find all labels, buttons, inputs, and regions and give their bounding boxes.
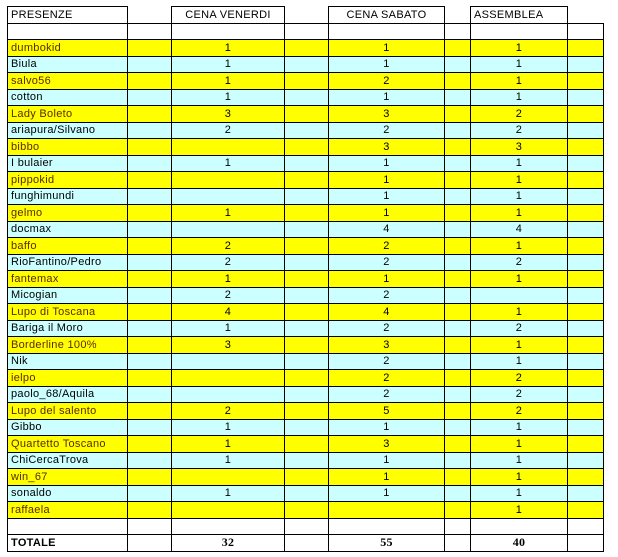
totals-label: TOTALE	[8, 535, 128, 552]
assemblea-cell: 1	[471, 469, 568, 486]
assemblea-cell: 1	[471, 40, 568, 57]
table-row	[8, 469, 604, 486]
row-name: Nik	[8, 353, 128, 370]
assemblea-cell: 1	[471, 436, 568, 453]
row-name: Bariga il Moro	[8, 320, 128, 337]
cena-sabato-cell: 3	[329, 337, 445, 354]
cena-venerdi-cell: 3	[172, 337, 285, 354]
cena-sabato-cell: 4	[329, 304, 445, 321]
row-name: raffaela	[8, 502, 128, 519]
header-assemblea: ASSEMBLEA	[471, 7, 568, 24]
cena-sabato-cell: 1	[329, 452, 445, 469]
row-name: cotton	[8, 89, 128, 106]
cena-venerdi-cell: 2	[172, 287, 285, 304]
cena-sabato-cell: 2	[329, 353, 445, 370]
row-name: ielpo	[8, 370, 128, 387]
assemblea-cell: 1	[471, 419, 568, 436]
table-row	[8, 386, 604, 403]
total-cena-venerdi: 32	[172, 535, 285, 552]
cena-venerdi-cell	[172, 386, 285, 403]
table-row	[8, 271, 604, 288]
row-name: bibbo	[8, 139, 128, 156]
row-name: win_67	[8, 469, 128, 486]
cena-venerdi-cell	[172, 188, 285, 205]
table-row	[8, 304, 604, 321]
table-row	[8, 106, 604, 123]
row-name: sonaldo	[8, 485, 128, 502]
table-row	[8, 452, 604, 469]
cena-sabato-cell: 2	[329, 287, 445, 304]
cena-sabato-cell: 1	[329, 40, 445, 57]
assemblea-cell: 2	[471, 320, 568, 337]
table-row	[8, 40, 604, 57]
spacer-row	[8, 518, 604, 535]
cena-venerdi-cell	[172, 172, 285, 189]
table-row	[8, 56, 604, 73]
table-row	[8, 172, 604, 189]
assemblea-cell: 2	[471, 254, 568, 271]
assemblea-cell: 2	[471, 403, 568, 420]
totals-row	[8, 535, 604, 552]
assemblea-cell: 1	[471, 304, 568, 321]
table-row	[8, 139, 604, 156]
table-row	[8, 188, 604, 205]
attendance-table	[7, 6, 604, 552]
assemblea-cell: 1	[471, 73, 568, 90]
assemblea-cell: 1	[471, 155, 568, 172]
cena-venerdi-cell	[172, 221, 285, 238]
assemblea-cell: 1	[471, 353, 568, 370]
table-body	[8, 7, 604, 552]
row-name: Gibbo	[8, 419, 128, 436]
cena-sabato-cell: 1	[329, 155, 445, 172]
total-assemblea: 40	[471, 535, 568, 552]
row-name: Lady Boleto	[8, 106, 128, 123]
assemblea-cell: 1	[471, 89, 568, 106]
table-row	[8, 419, 604, 436]
row-name: gelmo	[8, 205, 128, 222]
table-row	[8, 254, 604, 271]
cena-venerdi-cell: 2	[172, 254, 285, 271]
table-row	[8, 485, 604, 502]
header-cena-venerdi: CENA VENERDI	[172, 7, 285, 24]
assemblea-cell: 1	[471, 188, 568, 205]
cena-sabato-cell: 1	[329, 271, 445, 288]
cena-venerdi-cell	[172, 502, 285, 519]
assemblea-cell: 2	[471, 370, 568, 387]
cena-venerdi-cell: 2	[172, 238, 285, 255]
cena-sabato-cell: 1	[329, 419, 445, 436]
cena-venerdi-cell	[172, 353, 285, 370]
table-row	[8, 73, 604, 90]
assemblea-cell	[471, 287, 568, 304]
assemblea-cell: 1	[471, 205, 568, 222]
row-name: Micogian	[8, 287, 128, 304]
cena-sabato-cell: 2	[329, 254, 445, 271]
cena-venerdi-cell: 1	[172, 485, 285, 502]
row-name: fantemax	[8, 271, 128, 288]
cena-venerdi-cell: 1	[172, 40, 285, 57]
cena-venerdi-cell: 2	[172, 122, 285, 139]
cena-sabato-cell: 2	[329, 73, 445, 90]
header-presenze: PRESENZE	[8, 7, 128, 24]
assemblea-cell: 1	[471, 485, 568, 502]
cena-venerdi-cell: 1	[172, 89, 285, 106]
cena-venerdi-cell: 3	[172, 106, 285, 123]
cena-sabato-cell: 1	[329, 469, 445, 486]
row-name: Lupo di Toscana	[8, 304, 128, 321]
cena-venerdi-cell: 1	[172, 56, 285, 73]
cena-sabato-cell: 5	[329, 403, 445, 420]
cena-sabato-cell: 2	[329, 122, 445, 139]
row-name: I bulaier	[8, 155, 128, 172]
cena-sabato-cell: 3	[329, 436, 445, 453]
cena-sabato-cell: 1	[329, 188, 445, 205]
assemblea-cell: 1	[471, 271, 568, 288]
row-name: baffo	[8, 238, 128, 255]
cena-venerdi-cell	[172, 370, 285, 387]
table-row	[8, 155, 604, 172]
assemblea-cell: 1	[471, 172, 568, 189]
row-name: ariapura/Silvano	[8, 122, 128, 139]
table-row	[8, 353, 604, 370]
cena-venerdi-cell: 1	[172, 73, 285, 90]
cena-sabato-cell: 4	[329, 221, 445, 238]
table-row	[8, 337, 604, 354]
table-row	[8, 403, 604, 420]
cena-sabato-cell: 2	[329, 320, 445, 337]
spacer-row	[8, 23, 604, 40]
table-row	[8, 221, 604, 238]
cena-venerdi-cell: 1	[172, 320, 285, 337]
table-row	[8, 370, 604, 387]
assemblea-cell: 1	[471, 452, 568, 469]
table-row	[8, 238, 604, 255]
row-name: pippokid	[8, 172, 128, 189]
row-name: Biula	[8, 56, 128, 73]
table-row	[8, 320, 604, 337]
table-row	[8, 205, 604, 222]
header-cena-sabato: CENA SABATO	[329, 7, 445, 24]
cena-sabato-cell: 1	[329, 56, 445, 73]
cena-sabato-cell: 3	[329, 106, 445, 123]
cena-sabato-cell: 2	[329, 386, 445, 403]
table-row	[8, 122, 604, 139]
row-name: RioFantino/Pedro	[8, 254, 128, 271]
assemblea-cell: 2	[471, 122, 568, 139]
table-row	[8, 89, 604, 106]
assemblea-cell: 1	[471, 337, 568, 354]
cena-venerdi-cell: 2	[172, 403, 285, 420]
cena-venerdi-cell: 1	[172, 155, 285, 172]
header-row	[8, 7, 604, 24]
cena-sabato-cell: 1	[329, 485, 445, 502]
row-name: ChiCercaTrova	[8, 452, 128, 469]
total-cena-sabato: 55	[329, 535, 445, 552]
row-name: Borderline 100%	[8, 337, 128, 354]
assemblea-cell: 4	[471, 221, 568, 238]
cena-sabato-cell: 3	[329, 139, 445, 156]
cena-sabato-cell: 2	[329, 370, 445, 387]
assemblea-cell: 1	[471, 238, 568, 255]
row-name: dumbokid	[8, 40, 128, 57]
cena-sabato-cell: 2	[329, 238, 445, 255]
cena-venerdi-cell: 4	[172, 304, 285, 321]
table-row	[8, 287, 604, 304]
row-name: paolo_68/Aquila	[8, 386, 128, 403]
cena-venerdi-cell: 1	[172, 205, 285, 222]
row-name: docmax	[8, 221, 128, 238]
row-name: funghimundi	[8, 188, 128, 205]
cena-venerdi-cell: 1	[172, 271, 285, 288]
cena-venerdi-cell	[172, 139, 285, 156]
assemblea-cell: 2	[471, 386, 568, 403]
assemblea-cell: 2	[471, 106, 568, 123]
assemblea-cell: 1	[471, 56, 568, 73]
cena-venerdi-cell: 1	[172, 452, 285, 469]
cena-sabato-cell	[329, 502, 445, 519]
cena-venerdi-cell	[172, 469, 285, 486]
cena-sabato-cell: 1	[329, 89, 445, 106]
row-name: Lupo del salento	[8, 403, 128, 420]
cena-venerdi-cell: 1	[172, 419, 285, 436]
table-row	[8, 502, 604, 519]
assemblea-cell: 3	[471, 139, 568, 156]
cena-venerdi-cell: 1	[172, 436, 285, 453]
assemblea-cell: 1	[471, 502, 568, 519]
row-name: salvo56	[8, 73, 128, 90]
cena-sabato-cell: 1	[329, 205, 445, 222]
row-name: Quartetto Toscano	[8, 436, 128, 453]
cena-sabato-cell: 1	[329, 172, 445, 189]
table-row	[8, 436, 604, 453]
